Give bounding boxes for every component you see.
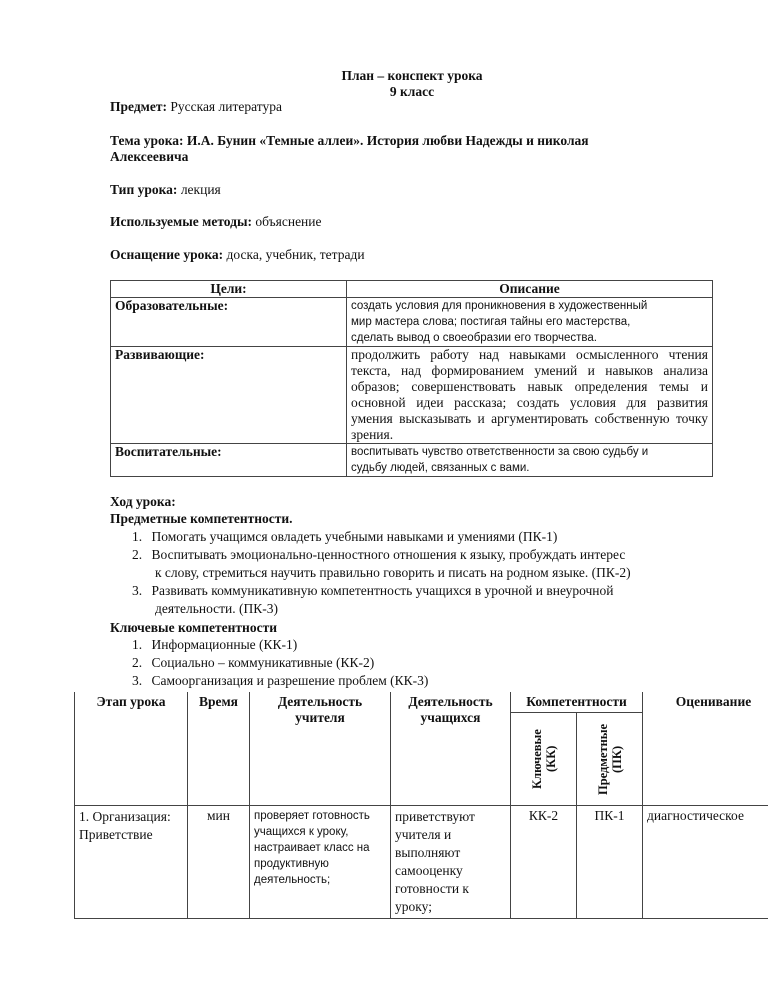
time-col-header: Время (188, 692, 250, 806)
students-activity-cell: приветствуют учителя и выполняют самооценку готовности к уроку; (391, 806, 511, 919)
goal-description (347, 298, 713, 347)
subject-value: Русская литература (170, 99, 282, 114)
teacher-activity-cell: проверяет готовность учащихся к уроку, настраивает класс на продуктивную деятельность; (250, 806, 391, 919)
goal-label: Воспитательные: (111, 444, 347, 477)
list-item-number: 3. (132, 583, 143, 598)
list-item-text: к слову, стремиться научить правильно говорить и писать на родном языке. (ПК-2) (155, 565, 631, 580)
goal-description (347, 444, 713, 477)
goals-col-header: Цели: (111, 281, 347, 298)
subject-line (110, 99, 282, 115)
competences-col-header: Компетентности (511, 692, 643, 713)
list-item (132, 636, 428, 654)
key-competences-heading: Ключевые компетентности (110, 620, 277, 635)
flow-header-row (75, 692, 768, 713)
subject-competence-subheader (577, 713, 643, 806)
goal-label: Развивающие: (111, 347, 347, 444)
list-item-text: Воспитывать эмоционально-ценностного отношения к языку, пробуждать интерес (151, 547, 626, 562)
course-heading: Ход урока: (110, 494, 176, 509)
subject-competence-label: Предметные (ПК) (595, 723, 624, 795)
list-item (132, 546, 631, 564)
key-competence-label: Ключевые (КК) (529, 729, 558, 789)
time-cell: мин (188, 806, 250, 919)
list-item (132, 528, 631, 546)
subject-competence-cell: ПК-1 (577, 806, 643, 919)
list-item-text: Социально – коммуникативные (КК-2) (151, 655, 375, 670)
document-grade: 9 класс (389, 84, 435, 99)
list-item-number: 1. (132, 637, 143, 652)
key-competence-cell: КК-2 (511, 806, 577, 919)
subject-competences-list (132, 528, 631, 618)
topic-label: Тема урока: (110, 133, 184, 148)
list-item-number: 2. (132, 547, 143, 562)
list-item-number: 3. (132, 673, 143, 688)
methods-label: Используемые методы: (110, 214, 252, 229)
topic-value-line1: И.А. Бунин «Темные аллеи». История любви Надежды и николая (186, 133, 589, 148)
methods-line (110, 214, 322, 230)
goal-description-line: мир мастера слова; постигая тайны его мастерства, (351, 316, 631, 328)
stage-col-header: Этап урока (75, 692, 188, 806)
list-item-number: 1. (132, 529, 143, 544)
lesson-flow-table (74, 692, 768, 919)
assessment-col-header: Оценивание (643, 692, 768, 806)
goals-header-row (111, 281, 713, 298)
lesson-type-value: лекция (180, 182, 221, 197)
subject-competences-heading: Предметные компетентности. (110, 511, 293, 526)
list-item-text: Помогать учащимся овладеть учебными навыками и умениями (ПК-1) (151, 529, 558, 544)
goal-label: Образовательные: (111, 298, 347, 347)
teacher-activity-col-header: Деятельность учителя (250, 692, 391, 806)
equipment-label: Оснащение урока: (110, 247, 224, 262)
key-competences-list (132, 636, 428, 690)
students-activity-col-header: Деятельность учащихся (391, 692, 511, 806)
goal-description-line: сделать вывод о своеобразии его творчества. (351, 332, 597, 344)
list-item-text: Развивать коммуникативную компетентность учащихся в урочной и внеурочной (151, 583, 614, 598)
goals-table (110, 280, 713, 477)
key-competence-subheader (511, 713, 577, 806)
assessment-cell: диагностическое (643, 806, 768, 919)
list-item-text: деятельности. (ПК-3) (155, 601, 279, 616)
list-item (132, 582, 631, 600)
goal-description-line: судьбу людей, связанных с вами. (351, 462, 530, 474)
list-item-text: Информационные (КК-1) (151, 637, 298, 652)
equipment-value: доска, учебник, тетради (226, 247, 365, 262)
table-row (75, 806, 768, 919)
topic-line (110, 133, 589, 149)
list-item (132, 654, 428, 672)
goal-description-line: воспитывать чувство ответственности за свою судьбу и (351, 446, 649, 458)
description-col-header: Описание (347, 281, 713, 298)
list-item (132, 672, 428, 690)
goals-row-developmental (111, 347, 713, 444)
subject-label: Предмет: (110, 99, 167, 114)
document-title: План – конспект урока (341, 68, 483, 83)
list-item-text: Самоорганизация и разрешение проблем (КК-3) (151, 673, 429, 688)
equipment-line (110, 247, 365, 263)
lesson-type-label: Тип урока: (110, 182, 178, 197)
topic-value-line2: Алексеевича (110, 149, 189, 164)
list-item-number: 2. (132, 655, 143, 670)
goals-row-upbringing (111, 444, 713, 477)
lesson-type-line (110, 182, 221, 198)
goal-description: продолжить работу над навыками осмысленного чтения текста, над формированием умений и навыков анализа образов; совершенствовать навык определения темы и основной идеи рассказа; создать условия для развития умения высказывать и аргументировать собственную точку зрения. (347, 347, 713, 444)
goal-description-line: создать условия для проникновения в художественный (351, 300, 648, 312)
stage-cell: 1. Организация: Приветствие (75, 806, 188, 919)
goals-row-educational (111, 298, 713, 347)
methods-value: объяснение (255, 214, 322, 229)
